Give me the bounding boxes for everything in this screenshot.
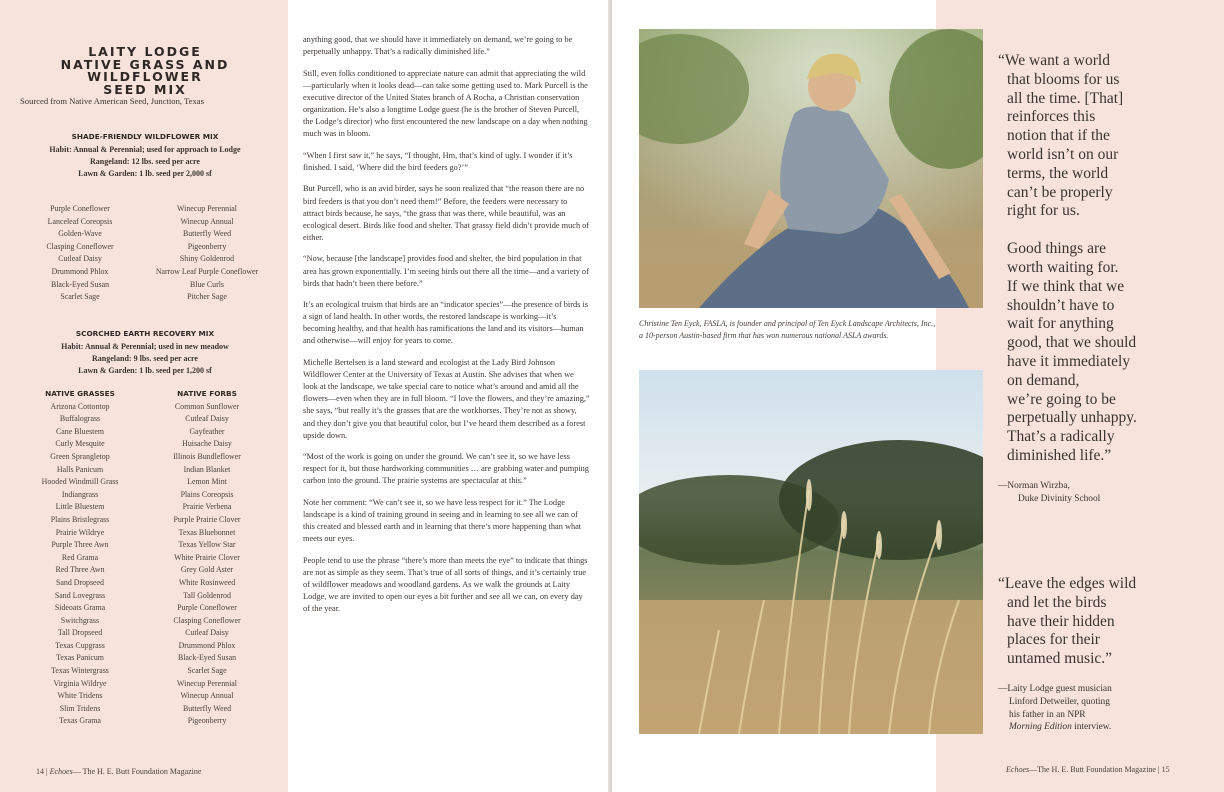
pull-quote-wirzba bbox=[998, 52, 1208, 505]
quote-line: worth waiting for. bbox=[1007, 258, 1119, 276]
left-folio bbox=[36, 767, 201, 776]
grass-list-item: Buffalograss bbox=[59, 414, 101, 424]
flower-list-item: Drummond Phlox bbox=[51, 266, 109, 276]
quote-line: world isn’t on our bbox=[1007, 145, 1119, 163]
article-paragraph: Michelle Bertelsen is a land steward and ecologist at the Lady Bird Johnson Wildflower Center at the University of Texas at Austin. She advises that when we look at the landscape, we take special care to notice what’s around and amid all the flowers—even when they are in full bloom. “I love the flowers, and they’re amazing,” she says, “but really it’s the grasses that are the workhorses. They’re not as showy, and they don’t give you that beautiful color, but I’ve heard them described as a forest upside down. bbox=[303, 358, 590, 440]
grass-list-item: Sand Dropseed bbox=[56, 577, 104, 587]
quote-line: on demand, bbox=[1007, 371, 1080, 389]
grass-list-item: Little Bluestem bbox=[55, 502, 105, 512]
scorched-mix-heading: SCORCHED EARTH RECOVERY MIX bbox=[75, 329, 215, 338]
forb-list-item: Gayfeather bbox=[189, 426, 225, 436]
article-paragraph: anything good, that we should have it immediately on demand, we’re going to be perpetually unhappy. That’s a radically diminished life.” bbox=[303, 35, 573, 57]
grass-list-item: Red Grama bbox=[61, 552, 99, 562]
quote-line: If we think that we bbox=[1007, 277, 1125, 295]
grass-list-item: Curly Mesquite bbox=[55, 439, 105, 449]
page-number: 15 bbox=[1161, 765, 1170, 774]
quote-line: and let the birds bbox=[1007, 593, 1107, 611]
article-paragraph: People tend to use the phrase “there’s more than meets the eye” to indicate that things are not as simple as they seem. That’s true of all sorts of things, and it’s certainly true of wildflower meadows and woodland gardens. As we walk the grounds at Laity Lodge, we are invited to open our eyes a bit further and see all we can, on every day of the year. bbox=[303, 555, 588, 614]
quote-line: “We want a world bbox=[998, 52, 1110, 69]
forb-list-item: Indian Blanket bbox=[183, 464, 231, 474]
folio-separator: | bbox=[44, 767, 50, 776]
title-line: LAITY LODGE bbox=[88, 44, 202, 59]
forb-list-item: Cutleaf Daisy bbox=[185, 414, 229, 424]
title-line: SEED MIX bbox=[103, 81, 187, 97]
article-paragraph: “Most of the work is going on under the ground. We can’t see it, so we have less respect for it, but those hardworking communities … are grabbing water and pumping carbon into the ground. The prairie systems are spectacular at this.” bbox=[303, 452, 589, 486]
quote-attribution bbox=[998, 480, 1208, 506]
quote-line: all the time. [That] bbox=[1007, 89, 1124, 107]
quote-line: perpetually unhappy. bbox=[1007, 409, 1137, 427]
flower-list-item: Black-Eyed Susan bbox=[50, 279, 110, 289]
forb-list-item: Huisache Daisy bbox=[182, 439, 232, 449]
grass-list-item: Prairie Wildrye bbox=[55, 527, 105, 537]
attribution-line: —Norman Wirzba, bbox=[998, 480, 1070, 491]
forb-list-item: Black-Eyed Susan bbox=[177, 653, 237, 663]
shade-list-right bbox=[142, 203, 272, 304]
scorched-lawn: Lawn & Garden: 1 lb. seed per 1,200 sf bbox=[78, 366, 212, 375]
folio-separator: | bbox=[1155, 765, 1162, 774]
scorched-rangeland: Rangeland: 9 lbs. seed per acre bbox=[92, 354, 198, 363]
flower-list-item: Winecup Annual bbox=[180, 216, 234, 226]
quote-line: diminished life.” bbox=[1007, 446, 1112, 464]
grass-list-item: Tall Dropseed bbox=[57, 628, 103, 638]
forb-list-item: Illinois Bundleflower bbox=[173, 451, 241, 461]
grass-list-item: Texas Grama bbox=[59, 716, 101, 726]
grass-list-item: Green Sprangletop bbox=[50, 451, 110, 461]
grass-list-item: Virginia Wildrye bbox=[53, 678, 107, 688]
flower-list-item: Winecup Perennial bbox=[177, 204, 237, 213]
forb-list-item: Pigeonberry bbox=[187, 716, 227, 726]
quote-line: untamed music.” bbox=[1007, 650, 1113, 668]
title-line: WILDFLOWER bbox=[87, 69, 203, 84]
forb-list-item: Lemon Mint bbox=[187, 477, 227, 487]
forb-list-item: Purple Prairie Clover bbox=[173, 514, 241, 524]
seed-source: Sourced from Native American Seed, Junction, Texas bbox=[20, 96, 204, 106]
grass-list-item: Texas Panicum bbox=[56, 653, 104, 663]
native-forbs-list bbox=[142, 388, 272, 728]
grass-list-item: Arizona Cottontop bbox=[50, 401, 110, 411]
forb-list-item: White Rosinweed bbox=[178, 577, 236, 587]
grass-list-item: Sideoats Grama bbox=[54, 603, 106, 613]
quote-line: that blooms for us bbox=[1007, 70, 1120, 88]
scorched-habit: Habit: Annual & Perennial; used in new meadow bbox=[61, 342, 229, 351]
shade-list-left bbox=[15, 203, 145, 304]
shade-habit: Habit: Annual & Perennial; used for approach to Lodge bbox=[49, 145, 241, 154]
attribution-line: —Laity Lodge guest musician bbox=[998, 683, 1112, 694]
flower-list-item: Pigeonberry bbox=[187, 241, 227, 251]
article-paragraph: Still, even folks conditioned to appreciate nature can admit that appreciating the wild—particularly when it looks dead—can take some getting used to. Mark Purcell is the executive director of the United States branch of A Rocha, a Christian conservation organization. He’s also a longtime Lodge guest (he is the brother of Steven Purcell, the Lodge’s director) who first encountered the new landscape on a day when nothing much was in bloom. bbox=[303, 68, 588, 139]
right-folio bbox=[1006, 765, 1170, 774]
article-body bbox=[303, 34, 590, 625]
article-paragraph: “When I first saw it,” he says, “I thought, Hm, that’s kind of ugly. I wonder if it’s finished. I said, ‘Where did the bird feeders go?’” bbox=[303, 150, 573, 172]
grass-list-item: White Tridens bbox=[57, 691, 103, 701]
forb-list-item: Prairie Verbena bbox=[182, 502, 232, 512]
quote-line: good, that we should bbox=[1007, 334, 1137, 352]
flower-list-item: Pitcher Sage bbox=[187, 292, 227, 302]
photo-caption: Christine Ten Eyck, FASLA, is founder and principal of Ten Eyck Landscape Architects, Inc., a 10-person Austin-based firm that has won numerous national ASLA awards. bbox=[639, 319, 936, 340]
article-paragraph: “Now, because [the landscape] provides food and shelter, the bird population in that area has grown exponentially. I’m seeing birds out there all the time—and a variety of birds that hadn’t been there before.” bbox=[303, 254, 589, 288]
publication-subtitle: —The H. E. Butt Foundation Magazine bbox=[1029, 765, 1156, 774]
flower-list-item: Blue Curls bbox=[190, 279, 224, 289]
publication-name: Echoes bbox=[49, 767, 73, 776]
attribution-line: Linford Detweiler, quoting bbox=[1009, 696, 1110, 707]
forb-list-item: Winecup Perennial bbox=[177, 678, 237, 688]
quote-line: right for us. bbox=[1007, 202, 1080, 220]
title-line: NATIVE GRASS AND bbox=[60, 56, 230, 72]
grass-list-item: Halls Panicum bbox=[56, 464, 104, 474]
quote-line: Good things are bbox=[1007, 240, 1107, 258]
attribution-line bbox=[998, 721, 1208, 734]
forb-list-item: Tall Goldenrod bbox=[183, 590, 231, 600]
shade-mix-heading: SHADE-FRIENDLY WILDFLOWER MIX bbox=[71, 132, 219, 141]
quote-line: can’t be properly bbox=[1007, 183, 1113, 201]
quote-attribution bbox=[998, 683, 1208, 734]
program-name: Morning Edition bbox=[1009, 722, 1072, 733]
grass-list-item: Red Three Awn bbox=[55, 565, 105, 575]
forb-list-item: Grey Gold Aster bbox=[180, 565, 234, 575]
flower-list-item: Purple Coneflower bbox=[50, 204, 110, 213]
flower-list-item: Butterfly Weed bbox=[182, 229, 232, 239]
flower-list-item: Cutleaf Daisy bbox=[58, 254, 102, 264]
article-paragraph: Note her comment: “We can’t see it, so we have less respect for it.” The Lodge landscape is a kind of training ground in seeing and in learning to see all we can of this created and blessed earth and in learning that there’s more happening than what meets our eyes. bbox=[303, 498, 582, 544]
grass-list-item: Plains Bristlegrass bbox=[50, 514, 110, 524]
shade-rangeland: Rangeland: 12 lbs. seed per acre bbox=[90, 157, 200, 166]
native-forbs-heading: NATIVE FORBS bbox=[177, 389, 237, 398]
grass-list-item: Indiangrass bbox=[61, 489, 99, 499]
forb-list-item: Texas Yellow Star bbox=[178, 540, 236, 550]
portrait-photo bbox=[639, 29, 983, 308]
flower-list-item: Golden-Wave bbox=[58, 229, 102, 239]
grass-list-item: Hooded Windmill Grass bbox=[41, 477, 119, 487]
native-grasses-heading: NATIVE GRASSES bbox=[45, 389, 115, 398]
article-paragraph: But Purcell, who is an avid birder, says he soon realized that “the reason there are no bird feeders is that you don’t need them!” Before, the feeders were necessary to attract birds because, he says, “the grass that was there, while beautiful, was an ecological desert. Birds like food and shelter. That grassy field didn’t provide much of either. bbox=[303, 184, 590, 242]
forb-list-item: Plains Coreopsis bbox=[180, 489, 234, 499]
forb-list-item: Scarlet Sage bbox=[187, 666, 227, 676]
grass-list-item: Cane Bluestem bbox=[56, 426, 104, 436]
grass-photo bbox=[639, 370, 983, 734]
grass-list-item: Texas Wintergrass bbox=[51, 666, 109, 676]
quote-line: have their hidden bbox=[1007, 612, 1115, 630]
forb-list-item: Drummond Phlox bbox=[178, 640, 236, 650]
flower-list-item: Clasping Coneflower bbox=[46, 241, 114, 251]
page-number: 14 bbox=[36, 767, 44, 776]
quote-line: notion that if the bbox=[1007, 127, 1110, 145]
grass-list-item: Slim Tridens bbox=[59, 703, 101, 713]
pull-quote-detweiler bbox=[998, 575, 1208, 734]
attribution-line: Duke Divinity School bbox=[1018, 493, 1101, 504]
quote-line: wait for anything bbox=[1007, 315, 1114, 333]
forb-list-item: Cutleaf Daisy bbox=[185, 628, 229, 638]
grass-list-item: Texas Cupgrass bbox=[55, 640, 105, 650]
grass-list-item: Sand Lovegrass bbox=[54, 590, 106, 600]
forb-list-item: Texas Bluebonnet bbox=[178, 527, 236, 537]
seed-mix-sidebar bbox=[0, 0, 288, 792]
flower-list-item: Narrow Leaf Purple Coneflower bbox=[155, 266, 259, 276]
quote-line: That’s a radically bbox=[1007, 428, 1115, 446]
sidebar-title bbox=[40, 46, 250, 96]
publication-subtitle: — The H. E. Butt Foundation Magazine bbox=[72, 767, 202, 776]
quote-line: we’re going to be bbox=[1007, 390, 1116, 408]
attribution-line: his father in an NPR bbox=[1009, 709, 1086, 720]
forb-list-item: Common Sunflower bbox=[174, 401, 240, 411]
forb-list-item: Clasping Coneflower bbox=[173, 615, 241, 625]
attribution-rest: interview. bbox=[1071, 722, 1112, 733]
quote-line: terms, the world bbox=[1007, 164, 1109, 182]
grass-list-item: Switchgrass bbox=[60, 615, 100, 625]
forb-list-item: White Prairie Clover bbox=[174, 552, 240, 562]
publication-name: Echoes bbox=[1006, 765, 1030, 774]
forb-list-item: Winecup Annual bbox=[180, 691, 234, 701]
quote-line: “Leave the edges wild bbox=[998, 575, 1137, 592]
grass-list-item: Purple Three Awn bbox=[51, 540, 109, 550]
quote-line: reinforces this bbox=[1007, 108, 1096, 126]
forb-list-item: Butterfly Weed bbox=[182, 703, 232, 713]
article-paragraph: It’s an ecological truism that birds are an “indicator species”—the presence of birds is a sign of land health. In other words, the restored landscape is working—it’s becoming healthy, and that health has ramifications the land and its visitors—human and otherwise—will enjoy for years to come. bbox=[303, 300, 588, 346]
native-grasses-list bbox=[15, 388, 145, 728]
flower-list-item: Scarlet Sage bbox=[60, 292, 100, 302]
flower-list-item: Shiny Goldenrod bbox=[179, 254, 235, 264]
forb-list-item: Purple Coneflower bbox=[177, 603, 237, 613]
quote-line: have it immediately bbox=[1007, 352, 1131, 370]
quote-line: places for their bbox=[1007, 631, 1100, 649]
flower-list-item: Lanceleaf Coreopsis bbox=[47, 216, 113, 226]
shade-lawn: Lawn & Garden: 1 lb. seed per 2,000 sf bbox=[78, 169, 212, 178]
quote-line: shouldn’t have to bbox=[1007, 296, 1115, 314]
